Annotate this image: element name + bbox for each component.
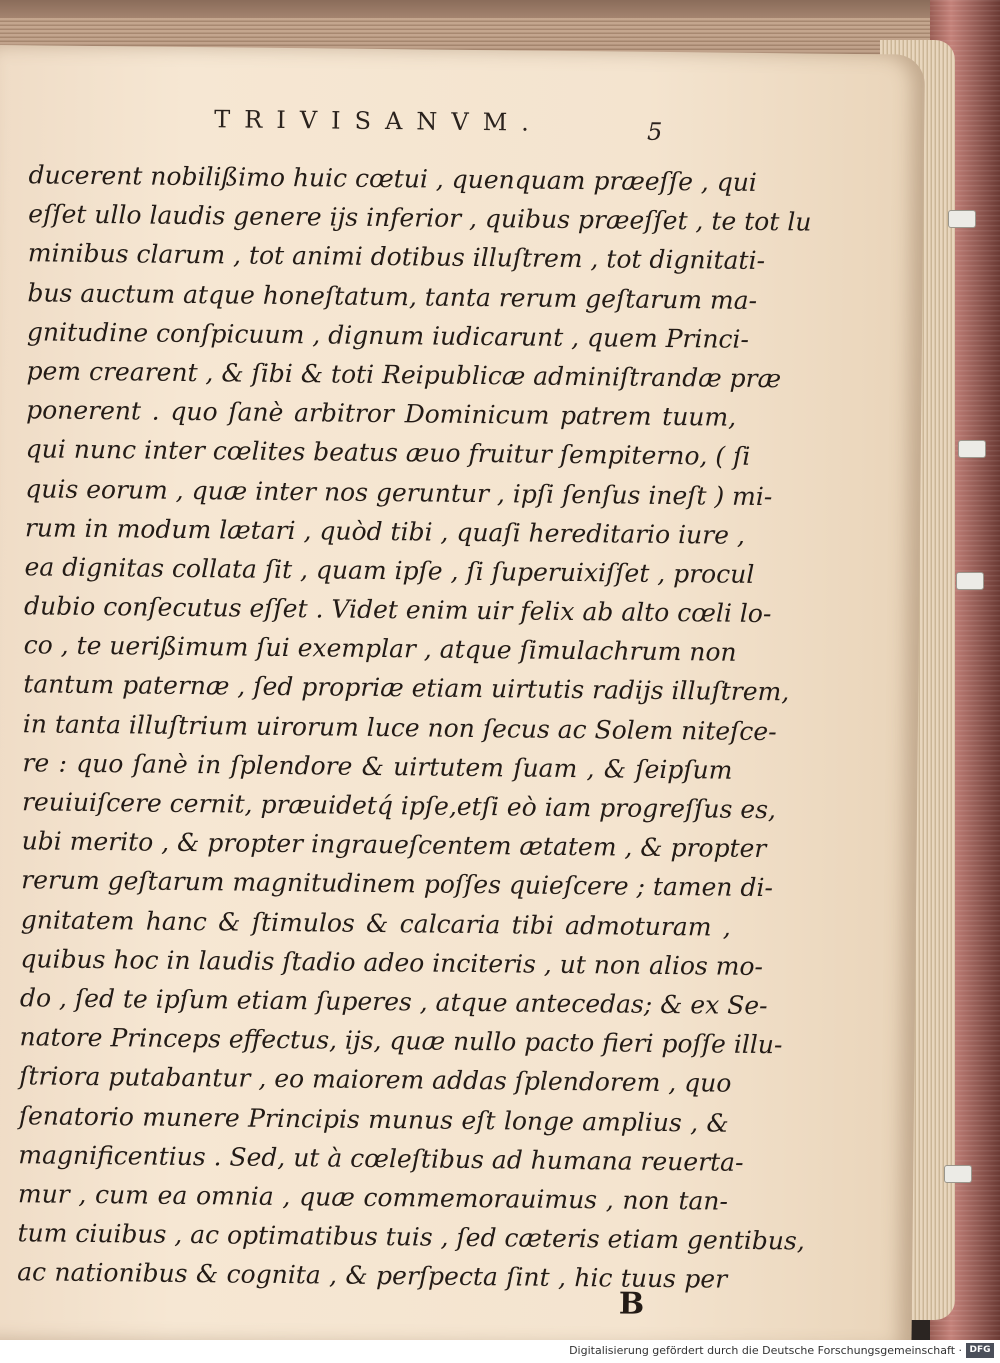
- page-tab-marker: [958, 440, 986, 458]
- text-line: qui nunc inter cœlites beatus æuo fruitur ſempiterno, ( ſi: [25, 434, 751, 472]
- text-line: ac nationibus & cognita , & perſpecta ſint , hic tuus per: [17, 1257, 728, 1294]
- text-line: quibus hoc in laudis ſtadio adeo inciteris , ut non alios mo-: [20, 944, 764, 981]
- page-number: 5: [646, 117, 663, 146]
- text-line: ponerent . quo ſanè arbitror Dominicum patrem tuum,: [26, 395, 737, 432]
- text-line: gnitatem hanc & ſtimulos & calcaria tibi admoturam ,: [20, 904, 731, 942]
- text-line: in tanta illuſtrium uirorum luce non ſecus ac Solem niteſce-: [22, 708, 777, 746]
- text-line: ſenatorio munere Principis munus eſt longe amplius , &: [18, 1100, 729, 1138]
- signature-mark: B: [618, 1286, 645, 1322]
- page-tab-marker: [948, 210, 976, 228]
- footer-bar: [0, 1340, 1000, 1363]
- text-line: bus auctum atque honeſtatum, tanta rerum geſtarum ma-: [27, 277, 758, 315]
- text-line: rerum geſtarum magnitudinem poſſes quieſcere ; tamen di-: [21, 865, 774, 903]
- running-head: TRIVISANVM.: [214, 105, 544, 137]
- text-line: tum ciuibus , ac optimatibus tuis , ſed cæteris etiam gentibus,: [17, 1218, 805, 1256]
- text-line: re : quo ſanè in ſplendore & uirtutem ſuam , & ſeipſum: [22, 748, 733, 785]
- text-line: magnificentius . Sed, ut à cœleſtibus ad humana reuerta-: [18, 1139, 744, 1177]
- body-text: [17, 155, 812, 1299]
- text-line: ſtriora putabantur , eo maiorem addas ſplendorem , quo: [19, 1061, 732, 1099]
- page-tab-marker: [956, 572, 984, 590]
- text-line: gnitudine conſpicuum , dignum iudicarunt , quem Princi-: [26, 317, 750, 354]
- text-line: do , ſed te ipſum etiam ſuperes , atque antecedas; & ex Se-: [19, 983, 768, 1021]
- text-line: rum in modum lætari , quòd tibi , quaſi hereditario iure ,: [24, 512, 746, 550]
- page-tab-marker: [944, 1165, 972, 1183]
- text-line: eſſet ullo laudis genere ijs inferior , quibus præeſſet , te tot lu: [28, 199, 812, 237]
- dfg-logo: DFG: [966, 1343, 994, 1358]
- text-line: ducerent nobilißimo huic cœtui , quenquam præeſſe , qui: [28, 160, 758, 197]
- text-line: minibus clarum , tot animi dotibus illuſtrem , tot dignitati-: [27, 238, 766, 276]
- text-line: mur , cum ea omnia , quæ commemorauimus , non tan-: [17, 1179, 729, 1216]
- text-line: quis eorum , quæ inter nos geruntur , ipſi ſenſus ineſt ) mi-: [25, 473, 773, 511]
- text-line: natore Princeps effectus, ijs, quæ nullo pacto fieri poſſe illu-: [19, 1022, 783, 1060]
- text-line: ubi merito , & propter ingraueſcentem ætatem , & propter: [21, 826, 767, 864]
- text-line: tantum paternæ , ſed propriæ etiam uirtutis radijs illuſtrem,: [23, 669, 790, 707]
- text-line: pem crearent , & ſibi & toti Reipublicæ adminiſtrandæ præ: [26, 356, 782, 394]
- text-line: reuiuiſcere cernit, præuidetq́ ipſe,etſi eò iam progreſſus es,: [21, 787, 777, 825]
- text-line: dubio conſecutus eſſet . Videt enim uir felix ab alto cœli lo-: [23, 591, 772, 629]
- book-page: [0, 45, 925, 1340]
- text-line: ea dignitas collata ſit , quam ipſe , ſi ſuperuixiſſet , procul: [24, 552, 755, 589]
- funding-credit: Digitalisierung gefördert durch die Deutsche Forschungsgemeinschaft ·: [569, 1344, 962, 1357]
- text-line: co , te uerißimum ſui exemplar , atque ſimulachrum non: [23, 630, 737, 667]
